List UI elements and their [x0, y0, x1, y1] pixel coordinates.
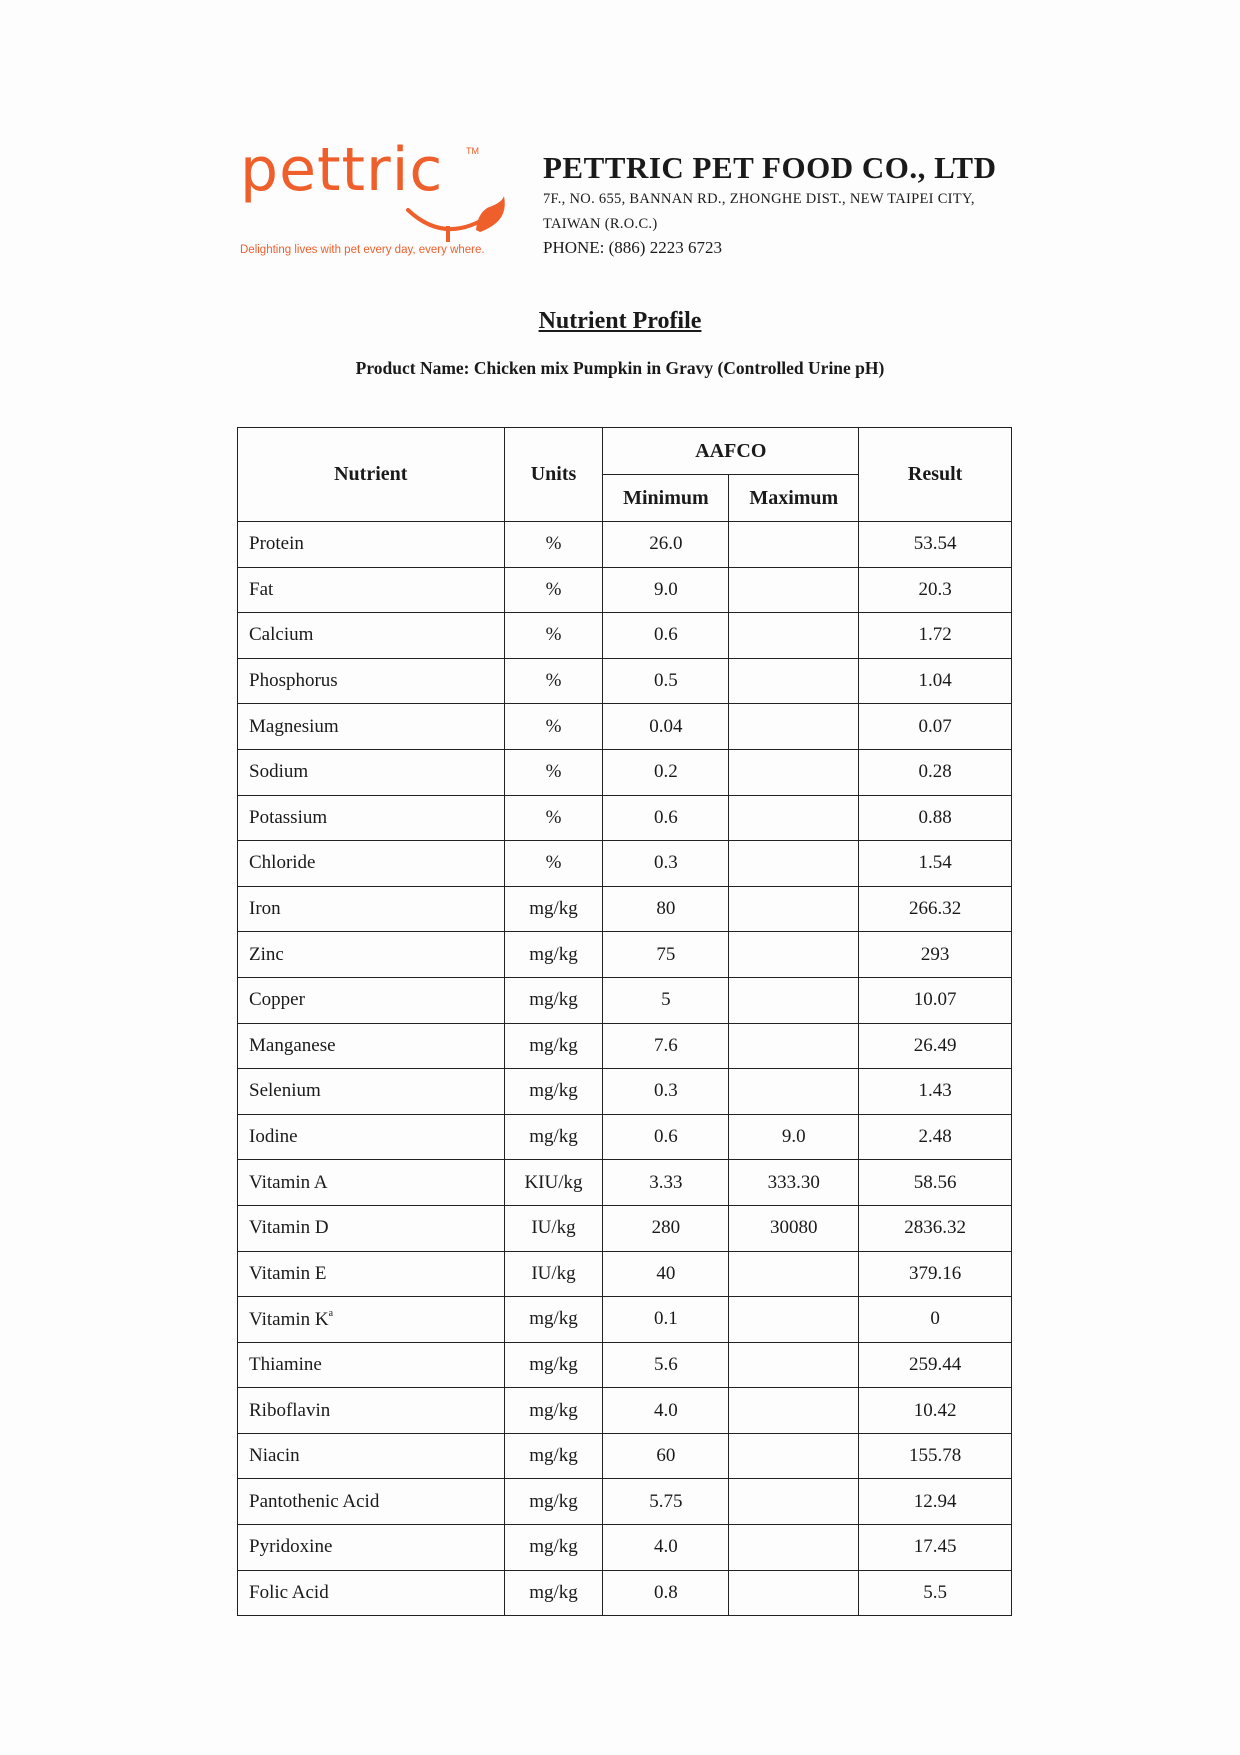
cell-minimum-text: 0.6	[654, 1126, 678, 1148]
cell-maximum-text: 30080	[770, 1217, 818, 1239]
cell-nutrient	[238, 658, 505, 704]
cell-result-text: 12.94	[913, 1490, 957, 1512]
cell-result-text: 20.3	[918, 578, 952, 600]
cell-minimum-text: 0.6	[654, 806, 678, 828]
cell-minimum-text: 26.0	[649, 533, 683, 555]
cell-units	[504, 1525, 603, 1571]
cell-minimum	[603, 1160, 729, 1206]
cell-units	[504, 613, 603, 659]
table-row	[238, 522, 1012, 568]
table-row	[238, 1160, 1012, 1206]
cell-result-text: 58.56	[913, 1171, 957, 1193]
cell-minimum-text: 0.1	[654, 1308, 678, 1330]
cell-units-text: IU/kg	[531, 1262, 576, 1284]
cell-nutrient-text: Niacin	[249, 1445, 300, 1467]
cell-minimum	[603, 977, 729, 1023]
cell-nutrient	[238, 886, 505, 932]
cell-maximum	[729, 886, 859, 932]
cell-result	[859, 1388, 1012, 1434]
cell-units	[504, 1388, 603, 1434]
cell-result-text: 1.04	[918, 670, 952, 692]
cell-units	[504, 1023, 603, 1069]
cell-nutrient-text: Vitamin D	[249, 1217, 329, 1239]
table-row	[238, 795, 1012, 841]
cell-minimum	[603, 1114, 729, 1160]
cell-minimum	[603, 886, 729, 932]
cell-result	[859, 932, 1012, 978]
cell-result-text: 379.16	[908, 1262, 962, 1284]
cell-result	[859, 1525, 1012, 1571]
cell-minimum-text: 0.5	[654, 670, 678, 692]
cell-nutrient-text: Copper	[249, 989, 305, 1011]
cell-units-text: mg/kg	[529, 1080, 578, 1102]
cell-result-text: 259.44	[908, 1353, 962, 1375]
cell-minimum	[603, 1205, 729, 1251]
cell-result-text: 10.42	[913, 1399, 957, 1421]
cell-result-text: 293	[920, 943, 950, 965]
cell-nutrient	[238, 522, 505, 568]
cell-minimum	[603, 658, 729, 704]
header-nutrient: Nutrient	[238, 428, 505, 522]
cell-nutrient-text: Vitamin E	[249, 1262, 327, 1284]
cell-nutrient-text: Pantothenic Acid	[249, 1490, 380, 1512]
cell-units-text: IU/kg	[531, 1217, 576, 1239]
cell-nutrient-text: Pyridoxine	[249, 1536, 333, 1558]
cell-units	[504, 1114, 603, 1160]
cell-units	[504, 749, 603, 795]
logo-tagline: Delighting lives with pet every day, every where.	[240, 244, 485, 256]
cell-minimum	[603, 932, 729, 978]
table-row	[238, 613, 1012, 659]
cell-minimum	[603, 1023, 729, 1069]
cell-minimum	[603, 522, 729, 568]
cell-units	[504, 1297, 603, 1343]
cell-result	[859, 1160, 1012, 1206]
cell-nutrient	[238, 1023, 505, 1069]
cell-minimum-text: 0.04	[649, 715, 683, 737]
cell-minimum-text: 80	[656, 898, 676, 920]
cell-maximum	[729, 1570, 859, 1616]
cell-units-text: mg/kg	[529, 1353, 578, 1375]
cell-maximum	[729, 1023, 859, 1069]
cell-nutrient-text: Vitamin A	[249, 1171, 328, 1193]
cell-nutrient-text: Fat	[249, 578, 274, 600]
cell-nutrient-text: Magnesium	[249, 715, 339, 737]
cell-units	[504, 977, 603, 1023]
cell-units-text: %	[545, 761, 562, 783]
cell-units-text: mg/kg	[529, 943, 578, 965]
company-name: PETTRIC PET FOOD CO., LTD	[543, 150, 997, 185]
cell-result-text: 10.07	[913, 989, 957, 1011]
cell-units	[504, 1251, 603, 1297]
table-row	[238, 1297, 1012, 1343]
cell-maximum	[729, 841, 859, 887]
cell-minimum-text: 9.0	[654, 578, 678, 600]
cell-units-text: KIU/kg	[524, 1171, 583, 1193]
cell-nutrient	[238, 567, 505, 613]
cell-nutrient	[238, 932, 505, 978]
cell-nutrient	[238, 1160, 505, 1206]
cell-units-text: mg/kg	[529, 1126, 578, 1148]
table-row	[238, 886, 1012, 932]
table-row	[238, 1342, 1012, 1388]
cell-nutrient-text: Folic Acid	[249, 1581, 329, 1603]
table-row	[238, 1525, 1012, 1571]
cell-minimum-text: 0.3	[654, 852, 678, 874]
cell-nutrient	[238, 1433, 505, 1479]
cell-result	[859, 704, 1012, 750]
cell-result-text: 2836.32	[904, 1217, 966, 1239]
cell-maximum	[729, 749, 859, 795]
cell-maximum	[729, 795, 859, 841]
cell-nutrient	[238, 1297, 505, 1343]
cell-nutrient-text: Vitamin K	[249, 1308, 329, 1330]
cell-units-text: mg/kg	[529, 1399, 578, 1421]
table-row	[238, 1205, 1012, 1251]
cell-units	[504, 704, 603, 750]
cell-result	[859, 1069, 1012, 1115]
cell-nutrient-text: Thiamine	[249, 1353, 322, 1375]
table-row	[238, 932, 1012, 978]
cell-result	[859, 1342, 1012, 1388]
cell-units-text: %	[545, 624, 562, 646]
cell-maximum	[729, 522, 859, 568]
cell-result	[859, 841, 1012, 887]
cell-maximum	[729, 977, 859, 1023]
cell-nutrient-text: Manganese	[249, 1034, 336, 1056]
cell-result	[859, 1297, 1012, 1343]
cell-result-text: 53.54	[913, 533, 957, 555]
cell-minimum-text: 0.2	[654, 761, 678, 783]
cell-units-text: mg/kg	[529, 898, 578, 920]
cell-result	[859, 522, 1012, 568]
cell-nutrient	[238, 1205, 505, 1251]
header-aafco: AAFCO	[603, 428, 859, 475]
cell-nutrient	[238, 1342, 505, 1388]
table-row	[238, 1069, 1012, 1115]
cell-maximum	[729, 932, 859, 978]
cell-units	[504, 795, 603, 841]
cell-result-text: 1.43	[918, 1080, 952, 1102]
cell-minimum-text: 0.3	[654, 1080, 678, 1102]
cell-units-text: mg/kg	[529, 1034, 578, 1056]
cell-minimum	[603, 1479, 729, 1525]
cell-maximum	[729, 658, 859, 704]
cell-minimum	[603, 795, 729, 841]
cell-result-text: 266.32	[908, 898, 962, 920]
cell-nutrient	[238, 613, 505, 659]
cell-result-text: 1.72	[918, 624, 952, 646]
cell-result	[859, 658, 1012, 704]
logo-wordmark: pettric	[240, 135, 444, 205]
cell-nutrient-text: Phosphorus	[249, 670, 338, 692]
cell-result-text: 0.07	[918, 715, 952, 737]
table-row	[238, 1479, 1012, 1525]
cell-units	[504, 1570, 603, 1616]
cell-nutrient-text: Potassium	[249, 806, 328, 828]
footnote-marker: a	[328, 1307, 334, 1319]
company-address-line1: 7F., NO. 655, BANNAN RD., ZHONGHE DIST., NEW TAIPEI CITY,	[543, 191, 975, 207]
cell-result-text: 26.49	[913, 1034, 957, 1056]
cell-minimum	[603, 1433, 729, 1479]
cell-result-text: 17.45	[913, 1536, 957, 1558]
table-row	[238, 1388, 1012, 1434]
cell-units	[504, 841, 603, 887]
cell-nutrient	[238, 1388, 505, 1434]
cell-minimum-text: 75	[656, 943, 676, 965]
cell-units	[504, 1433, 603, 1479]
cell-nutrient-text: Iodine	[249, 1126, 298, 1148]
nutrient-table	[237, 427, 1012, 1616]
cell-minimum-text: 40	[656, 1262, 676, 1284]
header-result: Result	[859, 428, 1012, 522]
cell-maximum	[729, 1388, 859, 1434]
cell-units	[504, 886, 603, 932]
cell-units-text: mg/kg	[529, 1581, 578, 1603]
header-maximum: Maximum	[729, 475, 859, 522]
cell-result-text: 5.5	[923, 1581, 947, 1603]
cell-maximum	[729, 1114, 859, 1160]
cell-minimum-text: 4.0	[654, 1536, 678, 1558]
table-row	[238, 1251, 1012, 1297]
cell-minimum	[603, 1069, 729, 1115]
cell-units-text: %	[545, 533, 562, 555]
cell-result	[859, 1205, 1012, 1251]
cell-minimum	[603, 1251, 729, 1297]
cell-units	[504, 1160, 603, 1206]
cell-maximum-text: 333.30	[767, 1171, 820, 1193]
cell-nutrient	[238, 1570, 505, 1616]
cell-units-text: mg/kg	[529, 1536, 578, 1558]
header-minimum: Minimum	[603, 475, 729, 522]
cell-nutrient	[238, 1479, 505, 1525]
cell-nutrient-text: Zinc	[249, 943, 284, 965]
cell-minimum-text: 0.6	[654, 624, 678, 646]
cell-maximum	[729, 1479, 859, 1525]
cell-maximum	[729, 613, 859, 659]
cell-result	[859, 1251, 1012, 1297]
cell-result	[859, 886, 1012, 932]
cell-result	[859, 1479, 1012, 1525]
cell-result-text: 0.88	[918, 806, 952, 828]
cell-units-text: mg/kg	[529, 1308, 578, 1330]
cell-minimum-text: 4.0	[654, 1399, 678, 1421]
company-header	[543, 150, 996, 260]
cell-maximum	[729, 1160, 859, 1206]
cell-nutrient	[238, 795, 505, 841]
cell-result-text: 0.28	[918, 761, 952, 783]
cell-result-text: 1.54	[918, 852, 952, 874]
table-row	[238, 749, 1012, 795]
cell-units	[504, 1342, 603, 1388]
cell-maximum	[729, 1342, 859, 1388]
cell-minimum-text: 5	[661, 989, 671, 1011]
company-phone: PHONE: (886) 2223 6723	[543, 238, 722, 257]
cell-result	[859, 977, 1012, 1023]
cell-minimum	[603, 567, 729, 613]
cell-maximum	[729, 1069, 859, 1115]
table-row	[238, 1114, 1012, 1160]
cell-maximum	[729, 1433, 859, 1479]
company-logo	[236, 136, 516, 266]
cell-nutrient	[238, 749, 505, 795]
cell-units-text: %	[545, 578, 562, 600]
cell-units-text: mg/kg	[529, 1490, 578, 1512]
cell-minimum-text: 3.33	[649, 1171, 683, 1193]
cell-minimum-text: 5.6	[654, 1353, 678, 1375]
cell-result-text: 2.48	[918, 1126, 952, 1148]
cell-minimum	[603, 841, 729, 887]
cell-minimum	[603, 1297, 729, 1343]
cell-units-text: %	[545, 670, 562, 692]
cell-nutrient-text: Sodium	[249, 761, 309, 783]
cell-minimum-text: 7.6	[654, 1034, 678, 1056]
cell-maximum	[729, 567, 859, 613]
cell-nutrient	[238, 704, 505, 750]
cell-result-text: 155.78	[908, 1445, 962, 1467]
cell-units	[504, 658, 603, 704]
cell-nutrient-text: Protein	[249, 533, 304, 555]
document-title: Nutrient Profile	[538, 308, 702, 334]
cell-result	[859, 567, 1012, 613]
table-row	[238, 1570, 1012, 1616]
cell-result	[859, 613, 1012, 659]
table-body	[238, 522, 1012, 1616]
company-address-line2: TAIWAN (R.O.C.)	[543, 216, 658, 232]
cell-maximum	[729, 1525, 859, 1571]
product-name: Product Name: Chicken mix Pumpkin in Gravy (Controlled Urine pH)	[355, 358, 885, 378]
cell-result	[859, 1570, 1012, 1616]
cell-units	[504, 522, 603, 568]
cell-result	[859, 1433, 1012, 1479]
table-row	[238, 658, 1012, 704]
cell-result	[859, 1023, 1012, 1069]
cell-maximum	[729, 1205, 859, 1251]
cell-minimum-text: 60	[656, 1445, 676, 1467]
cell-units	[504, 1479, 603, 1525]
cell-nutrient	[238, 1069, 505, 1115]
cell-minimum-text: 0.8	[654, 1581, 678, 1603]
table-row	[238, 704, 1012, 750]
cell-minimum-text: 5.75	[649, 1490, 683, 1512]
cell-minimum	[603, 1342, 729, 1388]
cell-minimum-text: 280	[651, 1217, 681, 1239]
cell-nutrient-text: Riboflavin	[249, 1399, 331, 1421]
cell-nutrient-text: Calcium	[249, 624, 314, 646]
cell-nutrient	[238, 977, 505, 1023]
table-row	[238, 1433, 1012, 1479]
cell-result	[859, 795, 1012, 841]
trademark-symbol: TM	[466, 146, 479, 156]
cell-nutrient	[238, 841, 505, 887]
cell-minimum	[603, 1388, 729, 1434]
cell-units	[504, 932, 603, 978]
cell-result	[859, 749, 1012, 795]
cell-maximum-text: 9.0	[781, 1126, 806, 1148]
cell-nutrient	[238, 1251, 505, 1297]
table-row	[238, 567, 1012, 613]
cell-nutrient-text: Chloride	[249, 852, 316, 874]
cell-minimum	[603, 1525, 729, 1571]
cell-result	[859, 1114, 1012, 1160]
cell-nutrient-text: Selenium	[249, 1080, 321, 1102]
cell-units-text: mg/kg	[529, 989, 578, 1011]
cell-minimum	[603, 1570, 729, 1616]
cell-nutrient	[238, 1114, 505, 1160]
smile-tongue-icon	[406, 196, 516, 246]
cell-units-text: %	[545, 715, 562, 737]
cell-nutrient	[238, 1525, 505, 1571]
cell-maximum	[729, 704, 859, 750]
cell-result-text: 0	[930, 1308, 940, 1330]
table-row	[238, 841, 1012, 887]
cell-units	[504, 567, 603, 613]
cell-maximum	[729, 1297, 859, 1343]
cell-nutrient-text: Iron	[249, 898, 281, 920]
cell-maximum	[729, 1251, 859, 1297]
cell-minimum	[603, 613, 729, 659]
cell-units-text: mg/kg	[529, 1445, 578, 1467]
header-units: Units	[504, 428, 603, 522]
cell-units-text: %	[545, 806, 562, 828]
cell-minimum	[603, 704, 729, 750]
cell-units-text: %	[545, 852, 562, 874]
table-row	[238, 1023, 1012, 1069]
cell-units	[504, 1069, 603, 1115]
table-row	[238, 977, 1012, 1023]
cell-minimum	[603, 749, 729, 795]
cell-units	[504, 1205, 603, 1251]
